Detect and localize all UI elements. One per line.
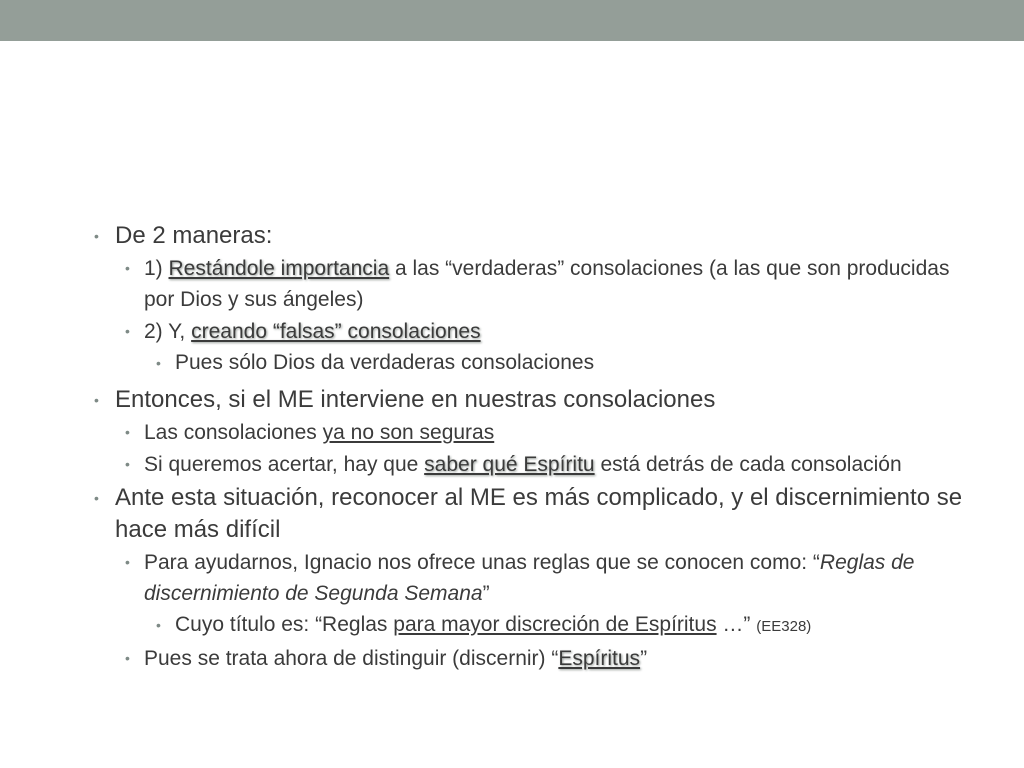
highlighted-text: Espíritus bbox=[558, 647, 641, 670]
highlighted-text: Restándole importancia bbox=[168, 257, 390, 280]
bullet-item bbox=[92, 482, 982, 546]
bullet-icon: • bbox=[156, 355, 161, 371]
bullet-text-prefix: Cuyo título es: “Reglas bbox=[175, 613, 394, 636]
bullet-item bbox=[92, 449, 982, 480]
bullet-text: Pues sólo Dios da verdaderas consolaciones bbox=[175, 351, 595, 374]
bullet-text-prefix: 2) Y, bbox=[144, 320, 192, 343]
bullet-text-prefix: Para ayudarnos, Ignacio nos ofrece unas reglas que se conocen como: “ bbox=[144, 551, 820, 574]
bullet-text-suffix: está detrás de cada consolación bbox=[594, 453, 902, 476]
bullet-text: Ante esta situación, reconocer al ME es más complicado, y el discernimiento se hace más difícil bbox=[115, 484, 963, 543]
bullet-icon: • bbox=[125, 650, 130, 666]
bullet-icon: • bbox=[125, 260, 130, 276]
bullet-item bbox=[92, 384, 982, 416]
bullet-text-prefix: Pues se trata ahora de distinguir (discernir) “ bbox=[144, 647, 559, 670]
italic-text: Reglas de discernimiento de Segunda Semana bbox=[144, 551, 915, 605]
bullet-text: Entonces, si el ME interviene en nuestras consolaciones bbox=[115, 386, 716, 413]
bullet-icon: • bbox=[125, 456, 130, 472]
bullet-item bbox=[92, 417, 982, 448]
bullet-icon: • bbox=[156, 617, 161, 633]
bullet-item bbox=[92, 610, 982, 642]
bullet-item bbox=[92, 643, 982, 674]
bullet-icon: • bbox=[125, 554, 130, 570]
bullet-item bbox=[92, 220, 982, 252]
highlighted-text: creando “falsas” consolaciones bbox=[191, 320, 481, 343]
bullet-item bbox=[92, 253, 982, 315]
bullet-text-suffix: …” bbox=[716, 613, 757, 636]
bullet-text: De 2 maneras: bbox=[115, 222, 273, 249]
bullet-icon: • bbox=[94, 490, 99, 506]
bullet-text-prefix: 1) bbox=[144, 257, 169, 280]
bullet-text-prefix: Si queremos acertar, hay que bbox=[144, 453, 425, 476]
bullet-icon: • bbox=[125, 424, 130, 440]
underlined-text: ya no son seguras bbox=[322, 421, 495, 444]
slide-body bbox=[92, 218, 982, 674]
bullet-item bbox=[92, 547, 982, 609]
bullet-icon: • bbox=[94, 228, 99, 244]
bullet-text-suffix: ” bbox=[640, 647, 648, 670]
bullet-icon: • bbox=[94, 392, 99, 408]
bullet-item bbox=[92, 348, 982, 378]
top-bar bbox=[0, 0, 1024, 41]
bullet-text-suffix: ” bbox=[482, 582, 490, 605]
bullet-text-prefix: Las consolaciones bbox=[144, 421, 323, 444]
underlined-text: para mayor discreción de Espíritus bbox=[393, 613, 717, 636]
bullet-item bbox=[92, 316, 982, 347]
bullet-text-suffix: a las “verdaderas” consolaciones (a las que son producidas por Dios y sus ángeles) bbox=[144, 257, 950, 311]
bullet-icon: • bbox=[125, 323, 130, 339]
reference-text: (EE328) bbox=[756, 618, 812, 635]
highlighted-text: saber qué Espíritu bbox=[424, 453, 595, 476]
